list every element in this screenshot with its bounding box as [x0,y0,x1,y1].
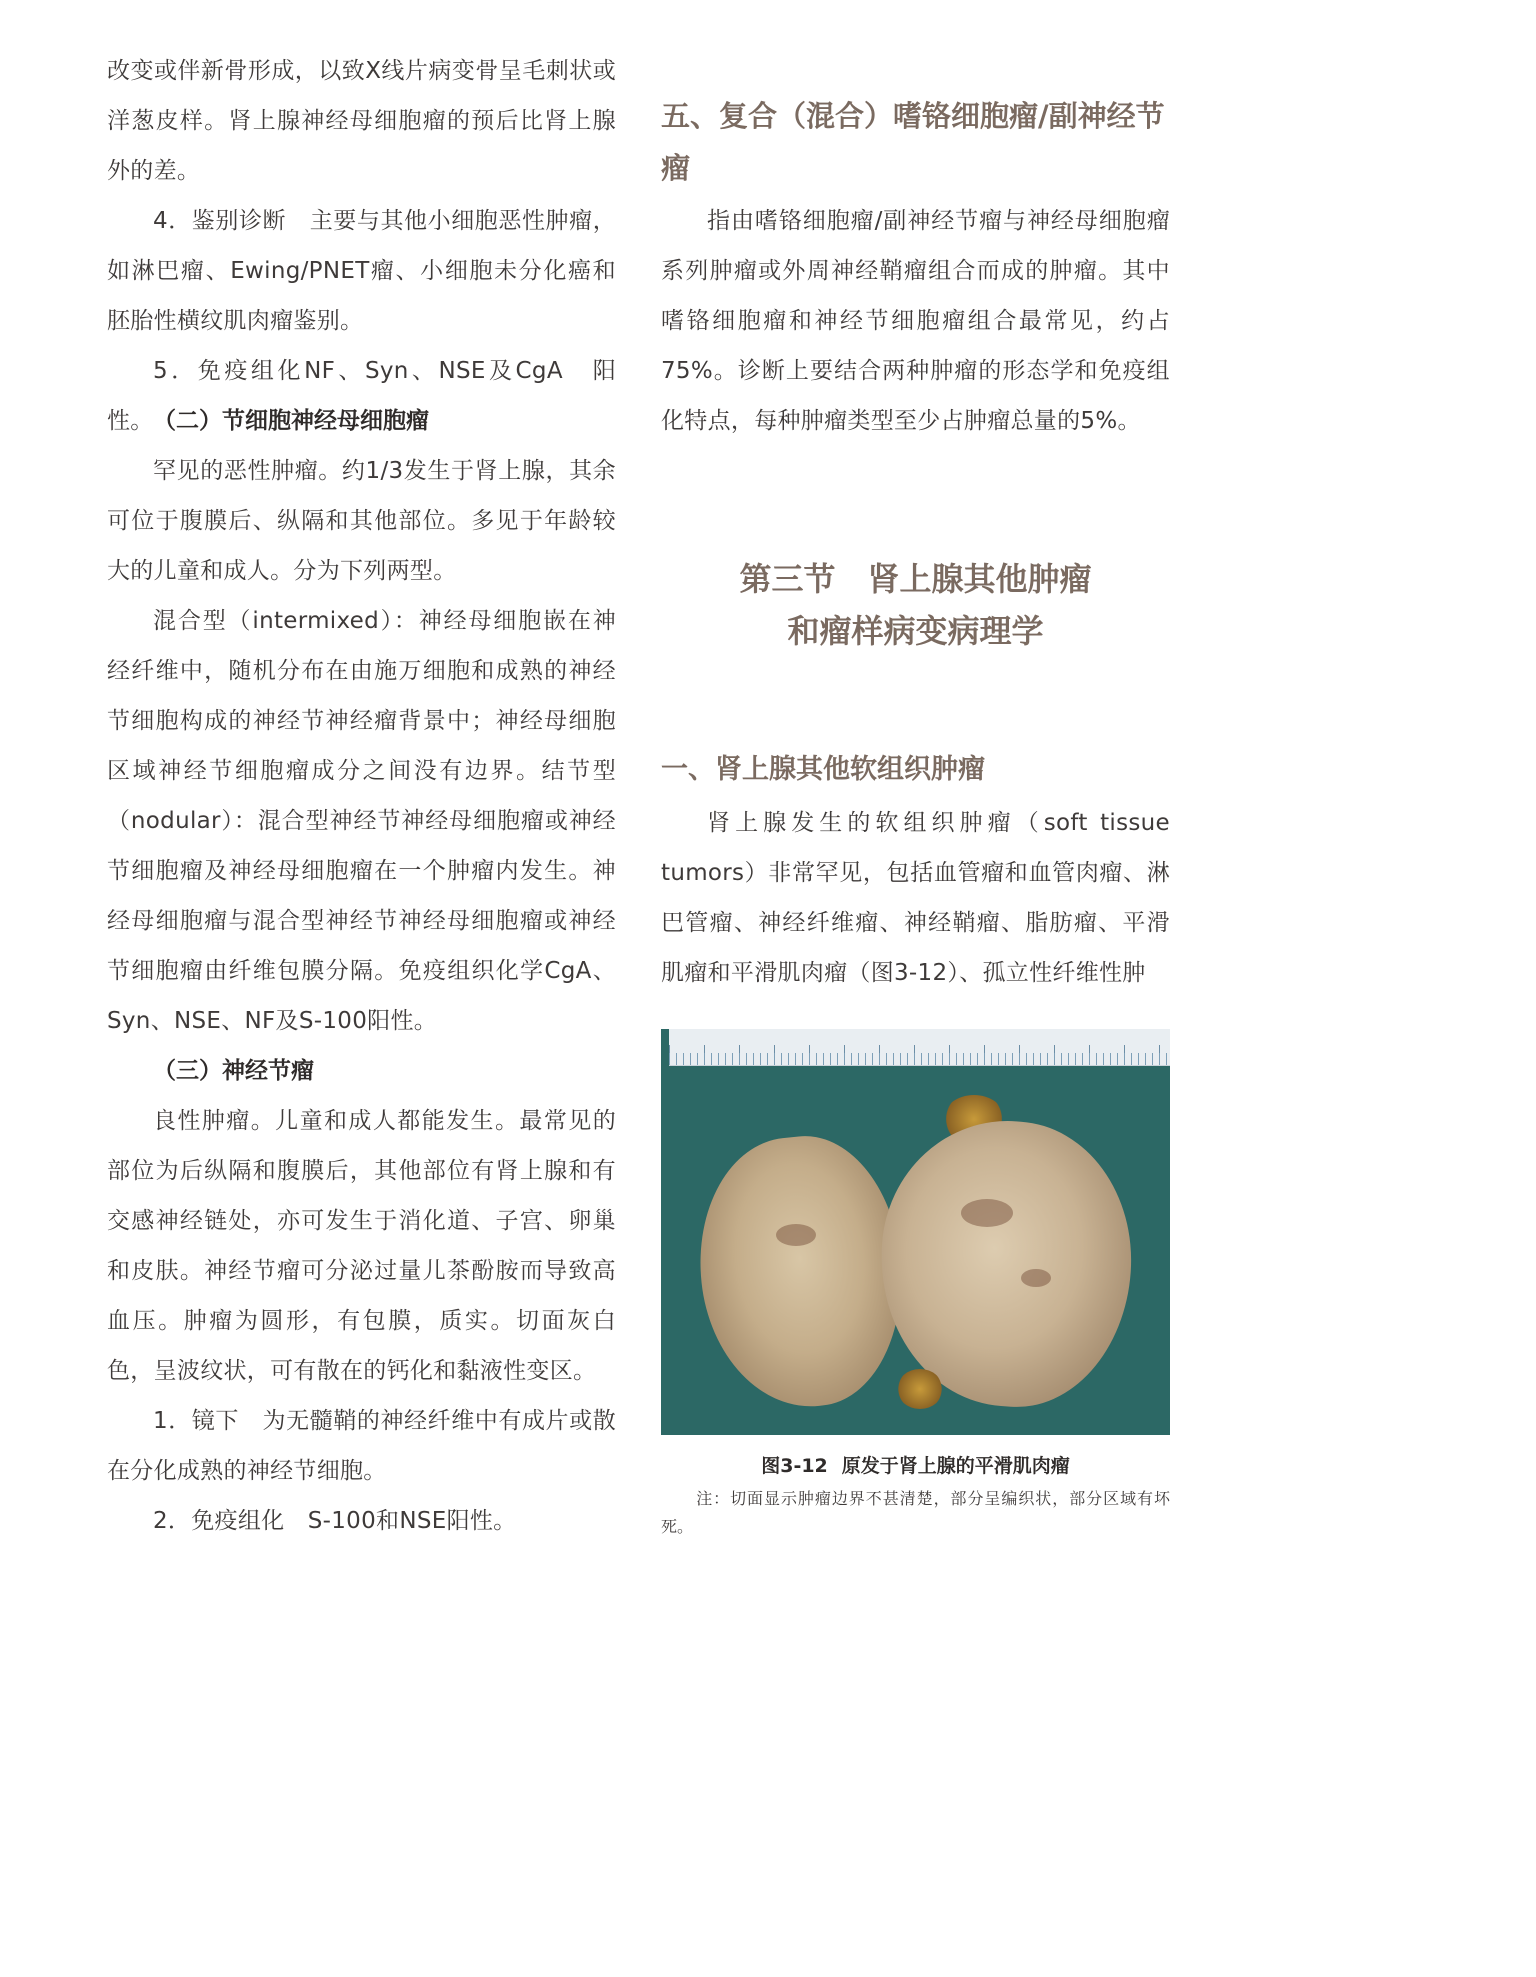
paragraph-immunohistochemistry: 5．免疫组化NF、Syn、NSE及CgA 阳性。 [107,358,616,434]
paragraph-ganglioneuroma-intro: 良性肿瘤。儿童和成人都能发生。最常见的部位为后纵隔和腹膜后，其他部位有肾上腺和有交感神经链处，亦可发生于消化道、子宫、卵巢和皮肤。神经节瘤可分泌过量儿茶酚胺而导致高血压。肿瘤为圆形，有包膜，质实。切面灰白色，呈波纹状，可有散在的钙化和黏液性变区。 [107,1108,616,1384]
section-title-line1: 第三节 肾上腺其他肿瘤 [739,560,1092,598]
figure-leiomyosarcoma-photo [661,1029,1170,1435]
paragraph-microscopy: 1．镜下 为无髓鞘的神经纤维中有成片或散在分化成熟的神经节细胞。 [107,1408,616,1484]
paragraph-ganglioneuroblastoma-intro: 罕见的恶性肿瘤。约1/3发生于肾上腺，其余可位于腹膜后、纵隔和其他部位。多见于年龄较大的儿童和成人。分为下列两型。 [107,458,616,584]
paragraph-differential-diagnosis: 4．鉴别诊断 主要与其他小细胞恶性肿瘤，如淋巴瘤、Ewing/PNET瘤、小细胞未分化癌和胚胎性横纹肌肉瘤鉴别。 [107,208,616,334]
paragraph-soft-tissue-tumors: 肾上腺发生的软组织肿瘤（soft tissue tumors）非常罕见，包括血管瘤和血管肉瘤、淋巴管瘤、神经纤维瘤、神经鞘瘤、脂肪瘤、平滑肌瘤和平滑肌肉瘤（图3-12）、孤立性纤维性肿 [661,810,1170,986]
figure-note: 注：切面显示肿瘤边界不甚清楚，部分呈编织状，部分区域有坏死。 [661,1489,1170,1536]
paragraph-intermixed-nodular: 混合型（intermixed）：神经母细胞嵌在神经纤维中，随机分布在由施万细胞和成熟的神经节细胞构成的神经节神经瘤背景中；神经母细胞区域神经节细胞瘤成分之间没有边界。结节型（nodular）：混合型神经节神经母细胞瘤或神经节细胞瘤及神经母细胞瘤在一个肿瘤内发生。神经母细胞瘤与混合型神经节神经母细胞瘤或神经节细胞瘤由纤维包膜分隔。免疫组织化学CgA、Syn、NSE、NF及S-100阳性。 [107,608,616,1034]
paragraph-bone-change: 改变或伴新骨形成，以致X线片病变骨呈毛刺状或洋葱皮样。肾上腺神经母细胞瘤的预后比肾上腺外的差。 [107,58,616,184]
scale-ruler [669,1029,1170,1066]
subheading-ganglioneuroblastoma: （二）节细胞神经母细胞瘤 [153,408,429,434]
figure-label: 图3-12 [761,1455,828,1477]
tumor-lobe-left [687,1127,914,1416]
section-title [661,553,1170,657]
paragraph-ihc-s100: 2．免疫组化 S-100和NSE阳性。 [153,1508,517,1534]
paragraph-composite-definition: 指由嗜铬细胞瘤/副神经节瘤与神经母细胞瘤系列肿瘤或外周神经鞘瘤组合而成的肿瘤。其中嗜铬细胞瘤和神经节细胞瘤组合最常见，约占75%。诊断上要结合两种肿瘤的形态学和免疫组化特点，每种肿瘤类型至少占肿瘤总量的5%。 [661,208,1170,434]
section-title-line2: 和瘤样病变病理学 [787,612,1044,650]
figure-caption [661,1452,1170,1480]
subheading-ganglioneuroma: （三）神经节瘤 [153,1058,314,1084]
heading-composite-pheochromocytoma: 五、复合（混合）嗜铬细胞瘤/副神经节瘤 [661,99,1165,185]
heading-soft-tissue-tumors: 一、肾上腺其他软组织肿瘤 [661,754,985,785]
figure-title: 原发于肾上腺的平滑肌肉瘤 [841,1455,1070,1477]
